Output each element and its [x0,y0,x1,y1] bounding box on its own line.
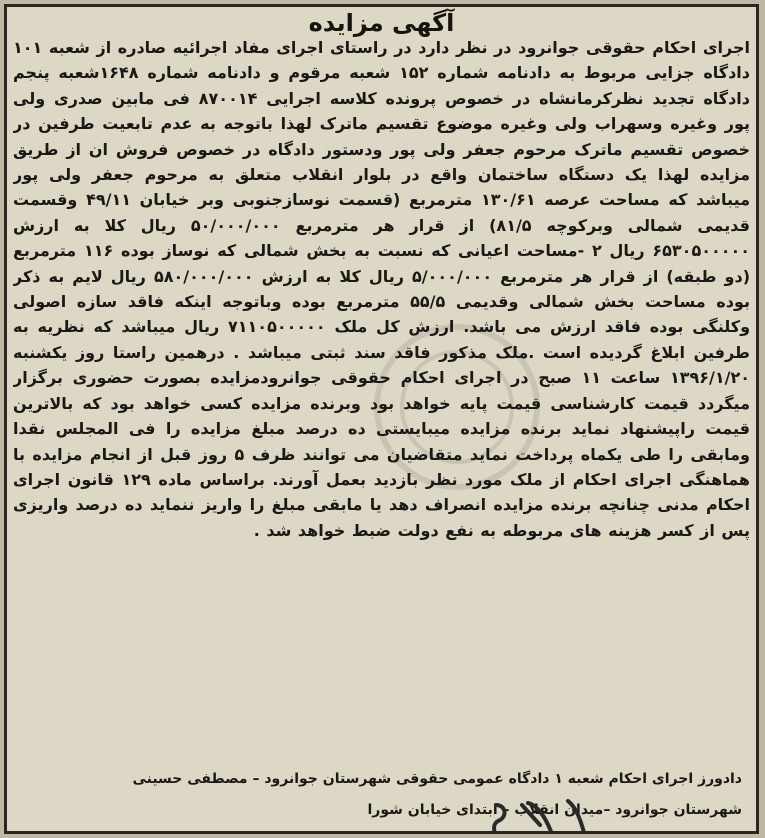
address-line: شهرستان جوانرود –میدان انقلاب – ابتدای خیابان شورا [367,802,742,818]
notice-title: آگهی مزایده [308,9,455,37]
signature-line: دادورز اجرای احکام شعبه ۱ دادگاه عمومی حقوقی شهرستان جوانرود – مصطفی حسینی [132,771,742,787]
newspaper-clipping [4,4,759,834]
handwritten-number [436,795,616,834]
notice-body: اجرای احکام حقوقی جوانرود در نظر دارد در راستای اجرای مفاد اجرائیه صادره از شعبه ۱۰۱ دادگاه جزایی مربوط به دادنامه شماره ۱۵۲ شعبه مرقوم و دادنامه شماره ۱۶۴۸شعبه پنجم دادگاه تجدید نظرکرمانشاه در خصوص پرونده کلاسه اجرایی ۸۷۰۰۱۴ فی مابین صدری ولی پور وغیره وسهراب ولی وغیره موضوع تقسیم ماترک لهذا باتوجه به عدم تابعیت طرفین در خصوص تقسیم ماترک مرحوم جعفر ولی پور ودستور دادگاه در خصوص فروش ان از طریق مزایده لهذا یک دستگاه ساختمان واقع در بلوار انقلاب متعلق به مرحوم جعفر ولی پور میباشد که مساحت عرصه ۱۳۰/۶۱ مترمربع (قسمت نوسازجنوبی وبر خیابان ۴۹/۱۱ وقسمت قدیمی شمالی وبرکوچه ۸۱/۵) از قرار هر مترمربع ۵۰/۰۰۰/۰۰۰ ریال کلا به ارزش ۶۵۳۰۵۰۰۰۰۰ ریال ۲ -مساحت اعیانی که نسبت به بخش شمالی که نوساز بوده ۱۱۶ مترمربع (دو طبقه) از قرار هر مترمربع ۵/۰۰۰/۰۰۰ ریال کلا به ارزش ۵۸۰/۰۰۰/۰۰۰ ریال لایم به ذکر بوده مساحت بخش شمالی وقدیمی ۵۵/۵ مترمربع بوده وباتوجه اینکه فاقد سازه اصولی وکلنگی بوده فاقد ارزش می باشد. ارزش کل ملک ۷۱۱۰۵۰۰۰۰۰ ریال میباشد که نظریه به طرفین ابلاغ گردیده است .ملک مذکور فاقد سند ثبتی میباشد . درهمین راستا روز یکشنبه ۱۳۹۶/۱/۲۰ ساعت ۱۱ صبح در اجرای احکام حقوقی جوانرودمزایده بصورت حضوری برگزار میگردد قیمت کارشناسی قیمت پایه خواهد بود وبرنده مزایده کسی خواهد بود که بالاترین قیمت راپیشنهاد نماید برنده مزایده میبایستی ده درصد مبلغ مزایده را فی المجلس نقدا ومابقی را طی یکماه پرداخت نماید متقاضیان می توانند ظرف ۵ روز قبل از انجام مزایده با هماهنگی اجرای احکام از ملک مورد نظر بازدید بعمل آورند. براساس ماده ۱۲۹ قانون اجرای احکام مدنی چنانچه برنده مزایده انصراف دهد یا مابقی مبلغ را واریز ننماید ده درصد واریزی پس از کسر هزینه های مربوطه به نفع دولت ضبط خواهد شد . [13,38,750,540]
